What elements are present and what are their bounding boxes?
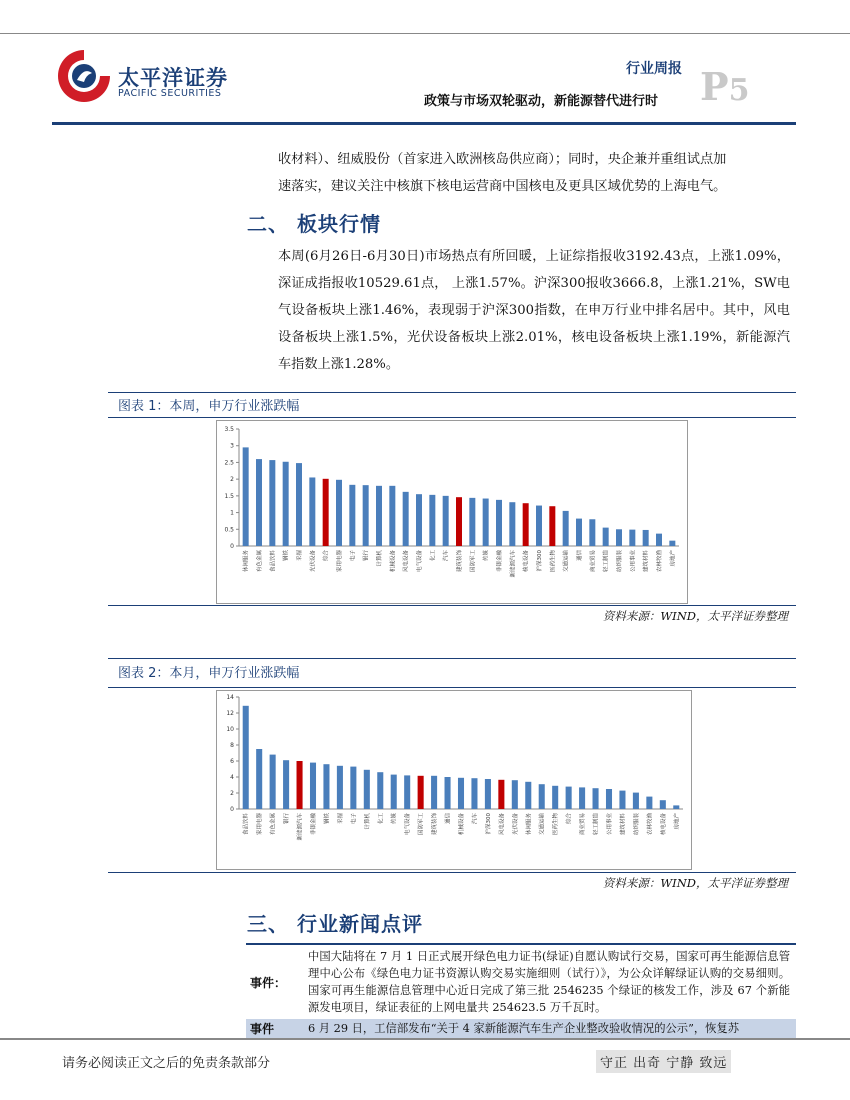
chart-bar xyxy=(525,782,531,809)
chart-bar xyxy=(579,787,585,809)
chart-bar xyxy=(445,777,451,809)
x-category-label: 沪深300 xyxy=(537,550,543,572)
chart-bar xyxy=(429,495,435,546)
y-tick-label: 10 xyxy=(226,726,234,733)
chart1-svg xyxy=(217,421,687,603)
chart-bar xyxy=(629,530,635,546)
y-tick-label: 8 xyxy=(230,742,234,749)
x-category-label: 传媒 xyxy=(483,550,490,562)
y-tick-label: 2.5 xyxy=(224,459,234,467)
x-category-label: 房地产 xyxy=(670,550,677,567)
figure1-title: 图表 1：本周，申万行业涨跌幅 xyxy=(118,399,300,414)
chart-bar xyxy=(593,788,599,809)
chart-bar xyxy=(469,498,475,546)
chart-bar xyxy=(309,477,315,546)
x-category-label: 电气设备 xyxy=(417,550,423,573)
chart-bar xyxy=(418,776,424,809)
x-category-label: 休闲服务 xyxy=(526,813,533,836)
x-category-label: 核电设备 xyxy=(523,550,530,573)
x-category-label: 汽车 xyxy=(472,813,479,825)
x-category-label: 化工 xyxy=(378,813,385,825)
chart-bar xyxy=(310,763,316,809)
fig1-title-rule xyxy=(108,417,796,418)
chart-bar xyxy=(349,485,355,546)
brand-name-en: PACIFIC SECURITIES xyxy=(118,88,222,99)
y-tick-label: 2 xyxy=(230,790,234,797)
chart-bar xyxy=(619,791,625,809)
section-heading-news: 三、 行业新闻点评 xyxy=(247,912,423,936)
x-category-label: 汽车 xyxy=(443,550,450,562)
x-category-label: 国防军工 xyxy=(418,813,425,836)
y-tick-label: 0 xyxy=(230,806,234,813)
chart-bar xyxy=(256,749,262,809)
y-tick-label: 1 xyxy=(230,509,234,517)
figure2-source: 资料来源：WIND，太平洋证券整理 xyxy=(602,876,788,890)
section-heading-market: 二、 板块行情 xyxy=(247,212,381,236)
fig1-top-rule xyxy=(108,392,796,393)
chart-bar xyxy=(376,486,382,546)
chart-bar xyxy=(283,760,289,809)
chart-bar xyxy=(549,506,555,546)
chart-bar xyxy=(416,494,422,546)
chart-bar xyxy=(243,447,249,546)
x-category-label: 银行 xyxy=(284,813,291,825)
x-category-label: 机械设备 xyxy=(459,813,465,836)
y-tick-label: 4 xyxy=(230,774,234,781)
x-category-label: 建筑装饰 xyxy=(457,550,463,573)
x-category-label: 建筑装饰 xyxy=(432,813,439,836)
chart-bar xyxy=(389,486,395,546)
chart-bar xyxy=(673,805,679,809)
x-category-label: 传媒 xyxy=(391,813,398,825)
chart-bar xyxy=(391,775,397,809)
chart-bar xyxy=(443,496,449,546)
y-tick-label: 2 xyxy=(230,476,234,484)
chart-bar xyxy=(483,499,489,546)
chart-bar xyxy=(364,770,370,809)
x-category-label: 沪深300 xyxy=(485,813,492,835)
y-tick-label: 3 xyxy=(230,442,234,450)
chart-bar xyxy=(323,479,329,546)
header-rule xyxy=(52,122,796,125)
x-category-label: 家用电器 xyxy=(257,813,264,836)
chart-bar xyxy=(377,772,383,809)
news-row xyxy=(246,1019,796,1038)
news-text: 中国大陆将在 7 月 1 日正式展开绿色电力证书(绿证)自愿认购试行交易，国家可再生能源信息管理中心公布《绿色电力证书资源认购交易实施细则（试行）》，为公众详解绿证认购的交易细则。国家可再生能源信息管理中心近日完成了第三批 2546235 个绿证的核发工作，涉及 67 个新能源发电项目，绿证表征的上网电量共 254623.5 万千瓦时。 xyxy=(302,944,796,1019)
chart-bar xyxy=(485,779,491,809)
chart-bar xyxy=(496,500,502,546)
footer-motto: 守正 出奇 宁静 致远 xyxy=(596,1050,731,1073)
x-category-label: 休闲服务 xyxy=(243,550,250,573)
chart-bar xyxy=(403,492,409,546)
x-category-label: 综合 xyxy=(323,550,330,562)
brand-name-cn: 太平洋证券 xyxy=(118,66,228,90)
x-category-label: 农林牧渔 xyxy=(647,813,654,836)
fig1-bottom-rule xyxy=(108,605,796,606)
x-category-label: 有色金属 xyxy=(270,813,277,836)
chart-bar xyxy=(336,480,342,546)
chart-bar xyxy=(536,506,542,546)
y-tick-label: 0.5 xyxy=(224,526,234,534)
x-category-label: 家用电器 xyxy=(337,550,343,573)
x-category-label: 非银金融 xyxy=(497,550,503,573)
x-category-label: 光伏设备 xyxy=(512,813,519,836)
chart-bar xyxy=(269,460,275,546)
x-category-label: 核电设备 xyxy=(660,813,667,836)
report-type: 行业周报 xyxy=(626,61,682,77)
x-category-label: 风电设备 xyxy=(499,813,506,836)
y-tick-label: 1.5 xyxy=(224,492,234,500)
y-tick-label: 0 xyxy=(230,543,234,550)
chart-bar xyxy=(616,529,622,546)
figure1-source: 资料来源：WIND，太平洋证券整理 xyxy=(602,609,788,623)
x-category-label: 电子 xyxy=(350,550,357,562)
chart-bar xyxy=(458,778,464,809)
chart-bar xyxy=(296,463,302,546)
x-category-label: 交通运输 xyxy=(563,550,570,573)
chart-bar xyxy=(498,780,504,809)
chart-bar xyxy=(243,706,249,809)
x-category-label: 医药生物 xyxy=(553,813,560,836)
chart-bar xyxy=(656,534,662,546)
chart-bar xyxy=(283,462,289,546)
x-category-label: 建筑材料 xyxy=(620,813,627,836)
chart-bar xyxy=(539,784,545,809)
x-category-label: 电气设备 xyxy=(405,813,412,836)
x-category-label: 医药生物 xyxy=(550,550,557,573)
market-paragraph: 本周(6月26日-6月30日)市场热点有所回暖，上证综指报收3192.43点，上涨1.09%，深证成指报收10529.61点， 上涨1.57%。沪深300报收3666.8，上涨1.21%，SW电气设备板块上涨1.46%，表现弱于沪深300指数，在申万行业中排名居中。其中，风电设备板块上涨1.5%，光伏设备板块上涨2.01%，核电设备板块上涨1.19%，新能源汽车指数上涨1.28%。 xyxy=(278,249,790,372)
x-category-label: 公用事业 xyxy=(607,813,613,836)
footer-rule xyxy=(0,1038,850,1040)
x-category-label: 通信 xyxy=(577,550,583,562)
chart-bar xyxy=(337,766,343,809)
chart-bar xyxy=(606,789,612,809)
chart-bar xyxy=(512,780,518,809)
fig2-top-rule xyxy=(108,658,796,659)
x-category-label: 农林牧渔 xyxy=(657,550,663,573)
x-category-label: 纺织服装 xyxy=(633,813,640,836)
chart-bar xyxy=(456,497,462,546)
chart-bar xyxy=(270,755,276,809)
x-category-label: 钢铁 xyxy=(324,813,331,825)
x-category-label: 采掘 xyxy=(297,550,303,562)
x-category-label: 通信 xyxy=(445,813,452,825)
fig2-title-rule xyxy=(108,687,796,688)
chart-bar xyxy=(566,787,572,809)
x-category-label: 综合 xyxy=(566,813,573,825)
x-category-label: 新能源汽车 xyxy=(510,550,517,578)
chart-bar xyxy=(589,519,595,546)
x-category-label: 化工 xyxy=(430,550,437,562)
chart-bar xyxy=(404,775,410,809)
x-category-label: 轻工制造 xyxy=(603,550,610,573)
x-category-label: 纺织服装 xyxy=(617,550,623,573)
chart-bar xyxy=(660,800,666,809)
y-tick-label: 14 xyxy=(226,694,234,701)
x-category-label: 食品饮料 xyxy=(243,813,250,836)
top-rule xyxy=(0,33,850,34)
chart-bar xyxy=(633,793,639,809)
chart-bar xyxy=(256,459,262,546)
footer-disclaimer: 请务必阅读正文之后的免责条款部分 xyxy=(62,1056,271,1071)
x-category-label: 光伏设备 xyxy=(310,550,317,573)
x-category-label: 有色金属 xyxy=(257,550,263,573)
fig2-bottom-rule xyxy=(108,872,796,873)
x-category-label: 轻工制造 xyxy=(593,813,600,836)
chart-bar xyxy=(576,519,582,546)
chart-bar xyxy=(669,541,675,546)
x-category-label: 银行 xyxy=(363,550,370,562)
y-tick-label: 6 xyxy=(230,758,234,765)
x-category-label: 新能源汽车 xyxy=(297,813,304,841)
figure2-title: 图表 2：本月，申万行业涨跌幅 xyxy=(118,666,300,681)
news-label: 事件： xyxy=(246,944,302,1019)
news-table xyxy=(246,943,796,1038)
chart-bar xyxy=(552,786,558,809)
chart-bar xyxy=(363,485,369,546)
news-row xyxy=(246,944,796,1019)
x-category-label: 房地产 xyxy=(674,813,681,830)
chart-bar xyxy=(509,502,515,546)
x-category-label: 非银金融 xyxy=(311,813,317,836)
report-title: 政策与市场双轮驱动，新能源替代进行时 xyxy=(424,94,659,109)
chart-bar xyxy=(603,528,609,546)
x-category-label: 机械设备 xyxy=(390,550,397,573)
x-category-label: 采掘 xyxy=(337,813,344,825)
x-category-label: 计算机 xyxy=(364,813,371,830)
chart1-frame xyxy=(216,420,688,604)
x-category-label: 风电设备 xyxy=(403,550,410,573)
chart-bar xyxy=(431,776,437,809)
x-category-label: 食品饮料 xyxy=(270,550,277,573)
x-category-label: 公用事业 xyxy=(630,550,637,573)
chart2-frame xyxy=(216,690,692,870)
y-tick-label: 3.5 xyxy=(224,426,234,433)
page-number: P5 xyxy=(700,64,750,109)
intro-line-2: 速落实，建议关注中核旗下核电运营商中国核电及更具区域优势的上海电气。 xyxy=(278,179,727,194)
chart-bar xyxy=(643,530,649,546)
x-category-label: 电子 xyxy=(351,813,358,825)
chart-bar xyxy=(646,797,652,809)
brand-logo-icon xyxy=(55,47,113,105)
chart-bar xyxy=(323,764,329,809)
news-text: 6 月 29 日，工信部发布“关于 4 家新能源汽车生产企业整改验收情况的公示”，恢复苏 xyxy=(302,1019,796,1038)
chart-bar xyxy=(350,767,356,809)
chart-bar xyxy=(471,778,477,809)
y-tick-label: 12 xyxy=(226,710,234,717)
x-category-label: 商业贸易 xyxy=(580,813,587,836)
chart-bar xyxy=(297,761,303,809)
x-category-label: 建筑材料 xyxy=(643,550,650,573)
x-category-label: 商业贸易 xyxy=(590,550,597,573)
intro-line-1: 收材料）、纽威股份（首家进入欧洲核岛供应商）；同时，央企兼并重组试点加 xyxy=(278,152,727,167)
chart2-svg xyxy=(217,691,691,869)
x-category-label: 国防军工 xyxy=(470,550,477,573)
x-category-label: 交通运输 xyxy=(539,813,546,836)
x-category-label: 计算机 xyxy=(377,550,383,567)
chart-bar xyxy=(563,511,569,546)
x-category-label: 钢铁 xyxy=(283,550,290,562)
chart-bar xyxy=(523,503,529,546)
news-label: 事件 xyxy=(246,1019,302,1038)
